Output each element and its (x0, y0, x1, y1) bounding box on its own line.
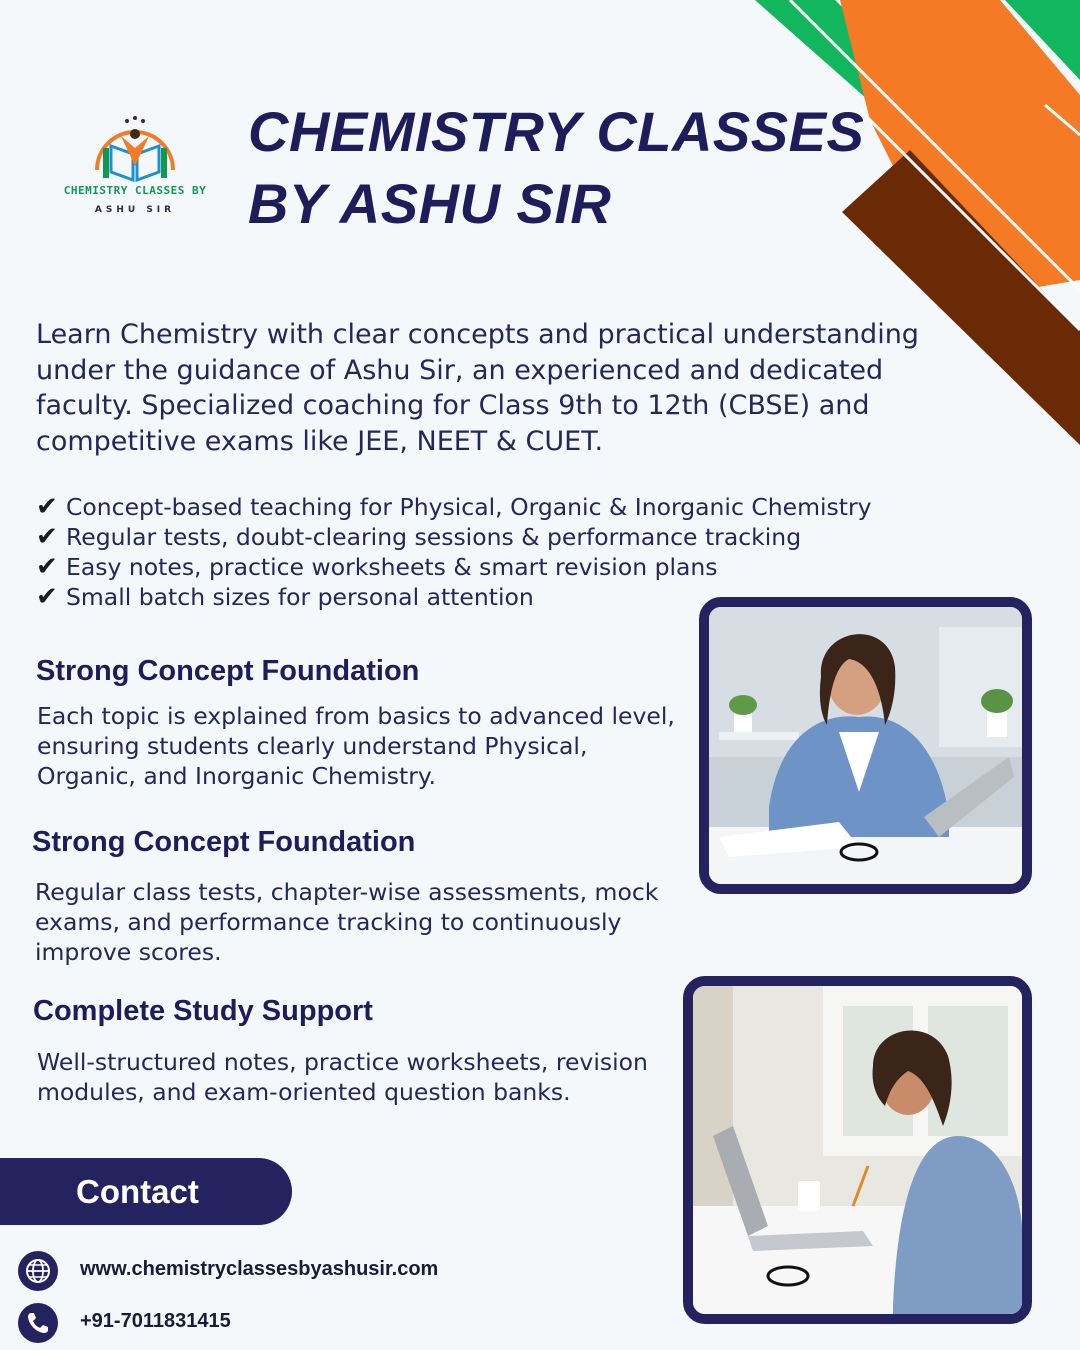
page-title (248, 96, 864, 240)
feature-list (36, 492, 936, 612)
globe-icon (18, 1251, 58, 1291)
contact-button[interactable]: Contact (0, 1158, 292, 1225)
section-heading-tests: Strong Concept Foundation (32, 826, 416, 858)
section-text-study-support: Well-structured notes, practice worksheets, revision modules, and exam-oriented question banks. (37, 1048, 648, 1106)
section-text-concept: Each topic is explained from basics to advanced level, ensuring students clearly understand Physical, Organic, and Inorganic Chemistry. (37, 702, 675, 790)
phone-link[interactable]: +91-7011831415 (80, 1310, 231, 1332)
list-item (36, 522, 936, 552)
website-link[interactable]: www.chemistryclassesbyashusir.com (80, 1258, 439, 1280)
list-item-text: Concept-based teaching for Physical, Organic & Inorganic Chemistry (66, 493, 872, 521)
logo-text-line2: ASHU SIR (94, 205, 176, 215)
check-icon: ✔ (36, 552, 58, 582)
phone-icon (18, 1303, 58, 1343)
title-line2: BY ASHU SIR (248, 172, 612, 235)
title-line1: CHEMISTRY CLASSES (248, 100, 865, 163)
section-text-tests: Regular class tests, chapter-wise assessments, mock exams, and performance tracking to continuously improve scores. (35, 878, 659, 966)
teacher-photo (699, 597, 1032, 894)
section-heading-study-support: Complete Study Support (33, 995, 373, 1027)
check-icon: ✔ (36, 582, 58, 612)
list-item-text: Regular tests, doubt-clearing sessions & performance tracking (66, 523, 802, 551)
student-photo (683, 976, 1032, 1324)
check-icon: ✔ (36, 492, 58, 522)
check-icon: ✔ (36, 522, 58, 552)
list-item (36, 492, 936, 522)
list-item-text: Small batch sizes for personal attention (66, 583, 534, 611)
logo-text-line1: CHEMISTRY CLASSES BY (63, 184, 207, 197)
list-item (36, 552, 936, 582)
list-item-text: Easy notes, practice worksheets & smart revision plans (66, 553, 718, 581)
intro-paragraph: Learn Chemistry with clear concepts and practical understanding under the guidance of Ashu Sir, an experienced and dedicated faculty. Specialized coaching for Class 9th to 12th (CBSE) and competitive exams like JEE, NEET & CUET. (36, 319, 919, 457)
section-heading-concept: Strong Concept Foundation (36, 655, 420, 687)
